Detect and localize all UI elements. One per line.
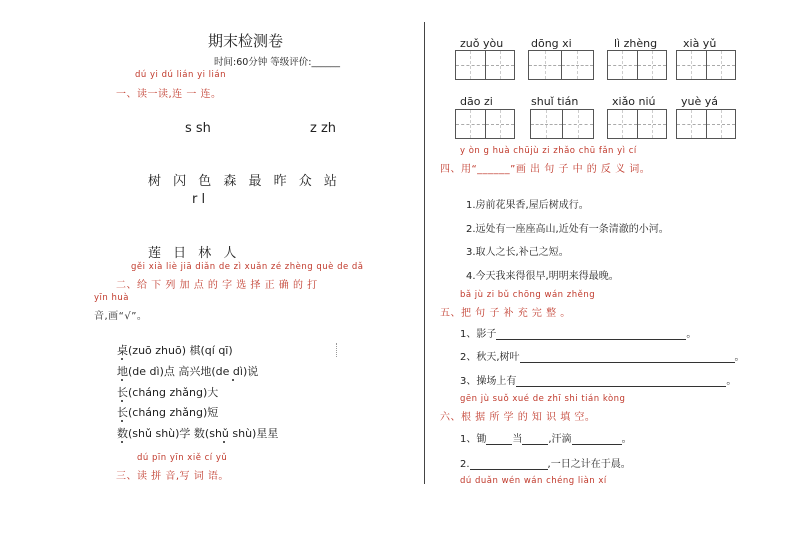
s6-item-1: 1、锄 当 ,汗滴 。 [460, 434, 632, 445]
section3-title: 三、读 拼 音,写 词 语。 [116, 471, 229, 482]
grid-label-2: dōng xi [531, 37, 572, 50]
s4-item-3: 3.取人之长,补己之短。 [466, 247, 569, 258]
section6-title: 六、根 据 所 学 的 知 识 填 空。 [440, 412, 596, 423]
answer-blank-3[interactable] [516, 376, 726, 387]
grid-label-7: xiǎo niú [612, 95, 656, 108]
answer-blank-4[interactable] [486, 434, 512, 445]
s5-item-1: 1、影子 。 [460, 329, 697, 340]
writing-grid-2[interactable] [528, 50, 594, 80]
grid-label-4: xià yǔ [683, 37, 717, 50]
answer-blank-6[interactable] [572, 434, 622, 445]
footer-pinyin: dú duǎn wén wán chéng liàn xí [460, 476, 607, 486]
writing-grid-1[interactable] [455, 50, 515, 80]
grid-label-1: zuǒ yòu [460, 37, 504, 50]
writing-grid-4[interactable] [676, 50, 736, 80]
choice-item-4: 长(cháng zhǎng)短 [117, 406, 219, 419]
s2-pinyin: gěi xià liè jiā diǎn de zì xuǎn zé zhèng què de dǎ [131, 262, 364, 272]
choice-item-3: 长(cháng zhǎng)大 [117, 386, 219, 399]
exam-meta: 时间:60分钟 等级评价:______ [214, 57, 341, 68]
s4-item-1: 1.房前花果香,屋后树成行。 [466, 200, 589, 211]
s4-item-4: 4.今天我来得很早,明明来得最晚。 [466, 271, 619, 282]
grid-label-3: lì zhèng [614, 37, 658, 50]
writing-grid-3[interactable] [607, 50, 667, 80]
answer-blank-5[interactable] [522, 434, 548, 445]
characters-row: 树 闪 色 森 最 昨 众 站 [148, 174, 341, 189]
section5-title: 五、把 句 子 补 充 完 整 。 [440, 308, 571, 319]
s4-pinyin: y òn g huà chūjù zi zhǎo chū fǎn yì cí [460, 146, 637, 156]
grid-label-5: dāo zi [460, 95, 493, 108]
s3-pinyin: dú pīn yīn xiě cí yǔ [137, 453, 228, 463]
writing-grid-8[interactable] [676, 109, 736, 139]
s6-item-2: 2. ,一日之计在于晨。 [460, 459, 631, 470]
section4-title: 四、用“______”画 出 句 子 中 的 反 义 词。 [440, 164, 651, 175]
writing-grid-6[interactable] [530, 109, 594, 139]
page-title: 期末检测卷 [208, 32, 284, 50]
writing-grid-5[interactable] [455, 109, 515, 139]
s5-pinyin: bǎ jù zi bǔ chōng wán zhěng [460, 290, 596, 300]
section1-title: 一、读一读,连 一 连。 [116, 89, 222, 100]
consonants-c: r l [192, 192, 206, 207]
grid-label-8: yuè yá [681, 95, 718, 108]
section2-title-cont: 音,画“√”。 [94, 311, 148, 322]
section2-title: 二、给 下 列 加 点 的 字 选 择 正 确 的 打 [116, 280, 318, 291]
s5-item-2: 2、秋天,树叶 。 [460, 352, 745, 363]
writing-grid-7[interactable] [607, 109, 667, 139]
answer-blank-7[interactable] [470, 459, 548, 470]
answer-blank-1[interactable] [496, 329, 686, 340]
choice-item-2: 地(de dì)点 高兴地(de dì)说 [117, 365, 259, 378]
s1-pinyin: dú yi dú lián yi lián [135, 70, 226, 80]
s4-item-2: 2.远处有一座座高山,近处有一条清澈的小河。 [466, 224, 669, 235]
s5-item-3: 3、操场上有 。 [460, 376, 737, 387]
consonants-b: z zh [310, 121, 337, 136]
grid-label-6: shuǐ tián [531, 95, 579, 108]
answer-blank-2[interactable] [520, 352, 735, 363]
consonants-a: s sh [185, 121, 211, 136]
choice-item-1: 桌(zuō zhuō) 棋(qí qī) [117, 344, 233, 357]
column-divider [424, 22, 425, 484]
s6-pinyin: gēn jù suǒ xué de zhī shi tián kòng [460, 394, 626, 404]
choice-item-5: 数(shǔ shù)学 数(shǔ shù)星星 [117, 427, 279, 440]
characters-row-2: 莲 日 林 人 [148, 246, 241, 261]
s2-pinyin-2: yīn huà [94, 293, 129, 303]
